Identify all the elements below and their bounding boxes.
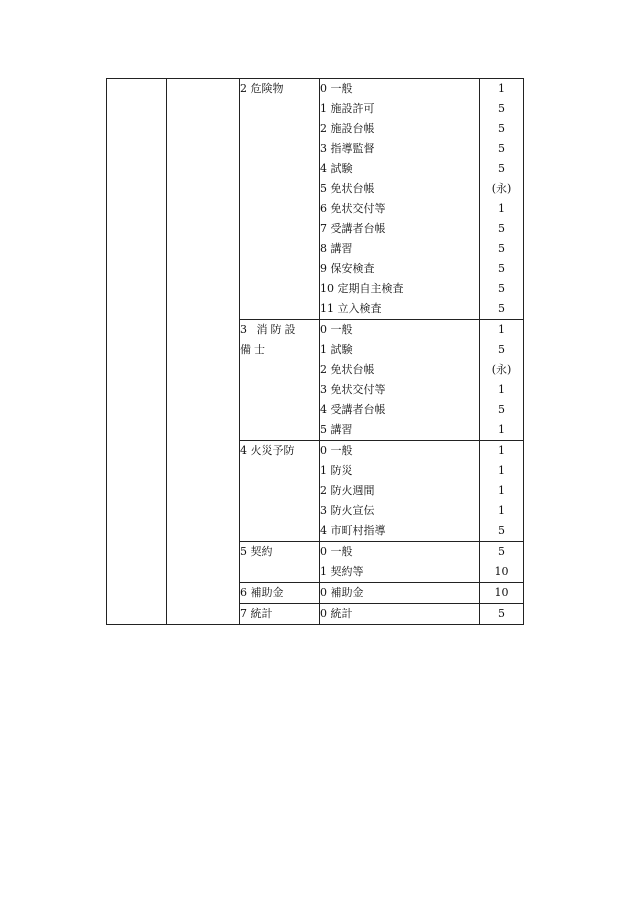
subcategory-cell: 10 定期自主検査 <box>320 279 480 299</box>
subcategory-cell: 6 免状交付等 <box>320 199 480 219</box>
middle-category-cell <box>240 583 320 604</box>
subcategory-cell: 7 受講者台帳 <box>320 219 480 239</box>
retention-years-cell: 1 <box>480 481 524 501</box>
retention-years-cell: 5 <box>480 400 524 420</box>
middle-category-cell <box>240 79 320 320</box>
retention-years-cell: 1 <box>480 441 524 462</box>
middle-category-label: 2 危険物 <box>240 82 284 95</box>
subcategory-cell: 2 施設台帳 <box>320 119 480 139</box>
subcategory-cell: 4 試験 <box>320 159 480 179</box>
subcategory-cell: 0 一般 <box>320 79 480 100</box>
retention-years-cell: 5 <box>480 542 524 563</box>
subcategory-cell: 4 市町村指導 <box>320 521 480 542</box>
subcategory-cell: 5 免状台帳 <box>320 179 480 199</box>
subcategory-cell: 0 一般 <box>320 320 480 341</box>
retention-years-cell: 1 <box>480 501 524 521</box>
retention-years-cell: 1 <box>480 320 524 341</box>
subcategory-cell: 3 指導監督 <box>320 139 480 159</box>
subcategory-cell: 1 防災 <box>320 461 480 481</box>
middle-category-cell <box>240 542 320 583</box>
middle-category-cell <box>240 320 320 441</box>
subcategory-cell: 0 統計 <box>320 604 480 625</box>
retention-years-cell: (永) <box>480 179 524 199</box>
middle-category-label: 3 消防設備士 <box>240 323 299 356</box>
middle-category-cell <box>240 604 320 625</box>
middle-category-label: 7 統計 <box>240 607 273 620</box>
retention-years-cell: 5 <box>480 139 524 159</box>
retention-years-cell: 5 <box>480 279 524 299</box>
subcategory-cell: 8 講習 <box>320 239 480 259</box>
retention-years-cell: 5 <box>480 340 524 360</box>
retention-years-cell: 10 <box>480 583 524 604</box>
subcategory-cell: 9 保安検査 <box>320 259 480 279</box>
retention-years-cell: 1 <box>480 380 524 400</box>
subcategory-cell: 1 試験 <box>320 340 480 360</box>
subcategory-cell: 11 立入検査 <box>320 299 480 320</box>
retention-years-cell: 1 <box>480 199 524 219</box>
retention-years-cell: (永) <box>480 360 524 380</box>
table-body <box>107 79 524 625</box>
subcategory-cell: 2 免状台帳 <box>320 360 480 380</box>
major-category-cell <box>107 79 167 625</box>
subcategory-cell: 1 施設許可 <box>320 99 480 119</box>
retention-years-cell: 5 <box>480 299 524 320</box>
subcategory-cell: 0 補助金 <box>320 583 480 604</box>
middle-category-label: 6 補助金 <box>240 586 284 599</box>
retention-years-cell: 10 <box>480 562 524 583</box>
middle-category-label: 5 契約 <box>240 545 273 558</box>
retention-years-cell: 1 <box>480 461 524 481</box>
retention-years-cell: 5 <box>480 219 524 239</box>
retention-years-cell: 5 <box>480 99 524 119</box>
subcategory-cell: 5 講習 <box>320 420 480 441</box>
subcategory-cell: 4 受講者台帳 <box>320 400 480 420</box>
retention-years-cell: 5 <box>480 604 524 625</box>
subcategory-cell: 0 一般 <box>320 542 480 563</box>
middle-category-cell <box>240 441 320 542</box>
middle-category-label: 4 火災予防 <box>240 444 295 457</box>
subcategory-cell: 0 一般 <box>320 441 480 462</box>
retention-years-cell: 1 <box>480 79 524 100</box>
retention-years-cell: 5 <box>480 521 524 542</box>
retention-years-cell: 1 <box>480 420 524 441</box>
subcategory-cell: 2 防火週間 <box>320 481 480 501</box>
retention-years-cell: 5 <box>480 259 524 279</box>
table-row <box>107 79 524 100</box>
retention-years-cell: 5 <box>480 159 524 179</box>
retention-schedule-table <box>106 78 524 625</box>
retention-years-cell: 5 <box>480 239 524 259</box>
subcategory-cell: 3 防火宣伝 <box>320 501 480 521</box>
subcategory-cell: 3 免状交付等 <box>320 380 480 400</box>
minor-category-cell <box>167 79 240 625</box>
retention-years-cell: 5 <box>480 119 524 139</box>
subcategory-cell: 1 契約等 <box>320 562 480 583</box>
